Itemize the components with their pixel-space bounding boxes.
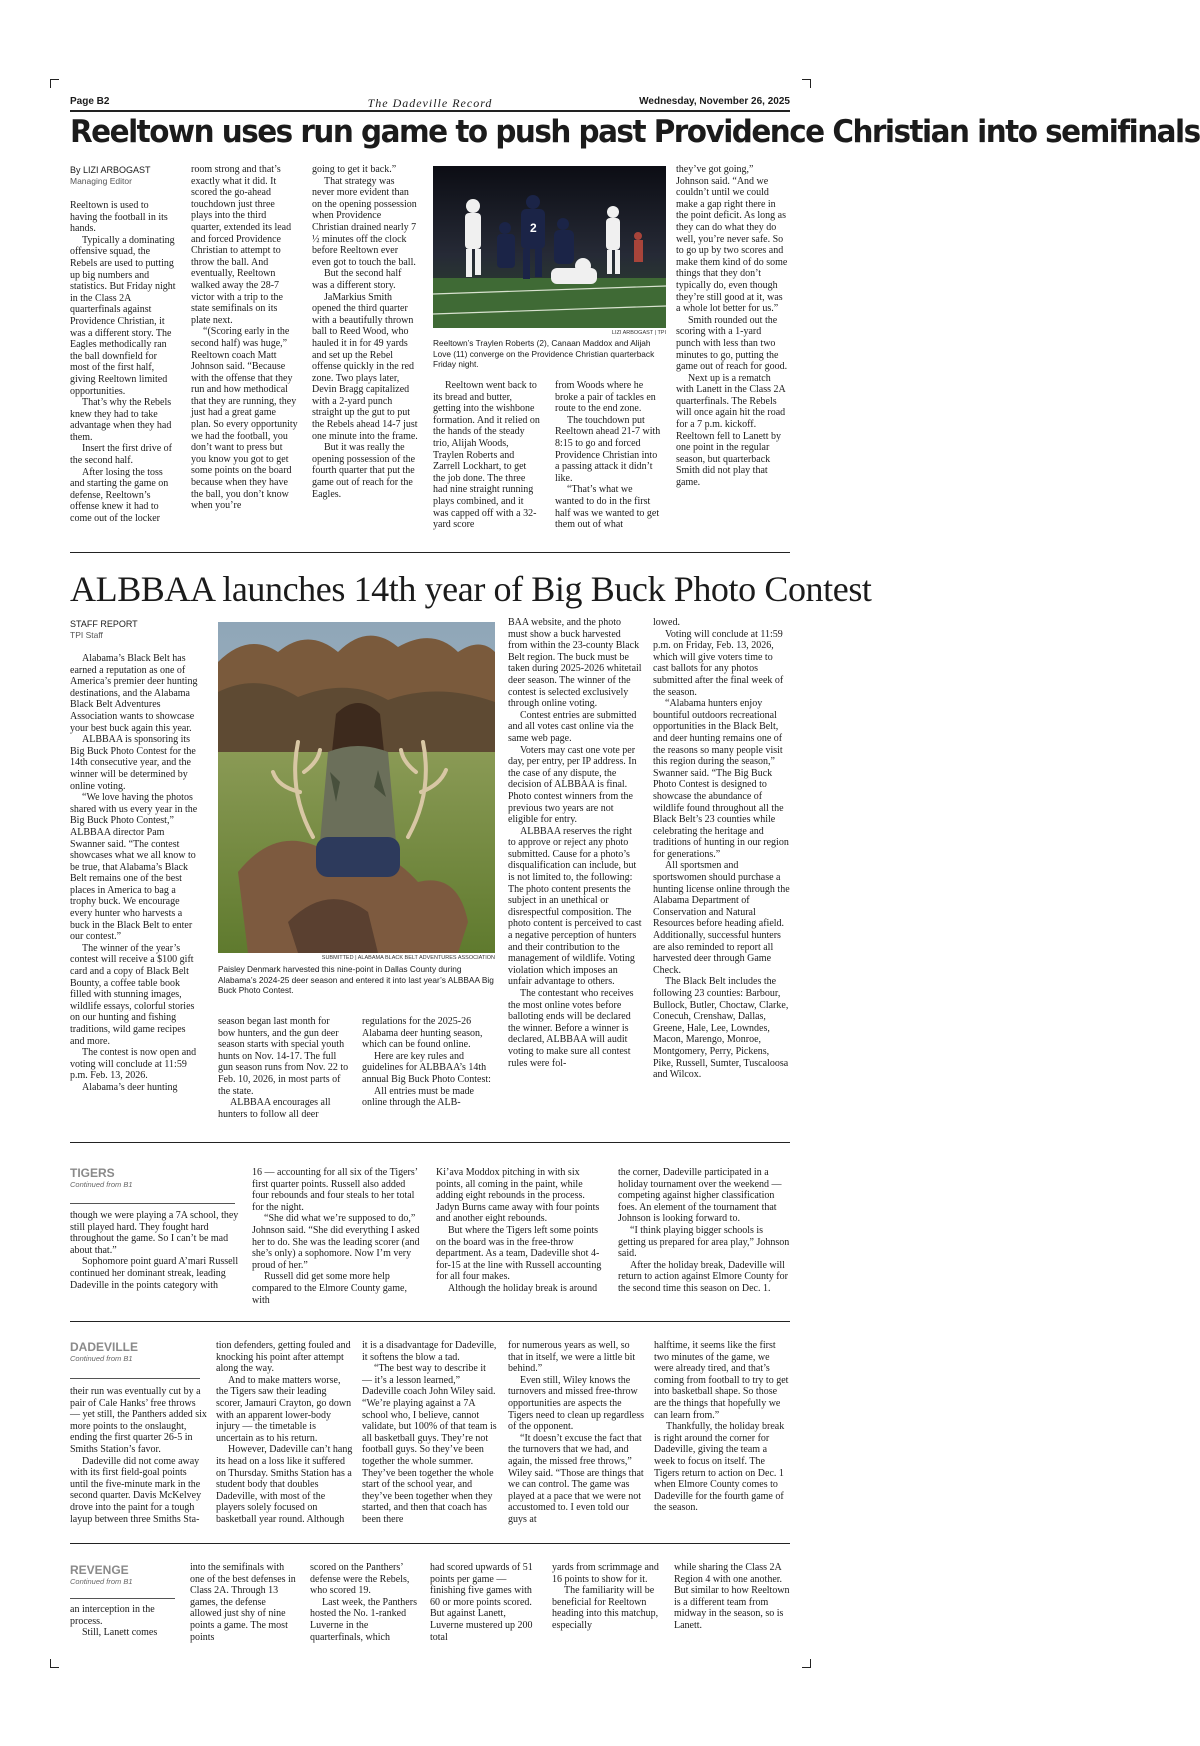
revenge-column-1 [70,1604,178,1650]
tigers-paragraph: Sophomore point guard A’mari Russell continued her dominant streak, leading Dadeville in the points category with [70,1256,239,1291]
crop-mark-bottom-right [802,1659,811,1668]
tigers-paragraph: Russell did get some more help compared to the Elmore County game, with [252,1271,407,1306]
story2-paragraph: The Black Belt includes the following 23 counties: Barbour, Bullock, Butler, Choctaw, Clarke, Conecuh, Crenshaw, Dallas, Greene, Hale, Lee, Lowndes, Macon, Marengo, Monroe, Montgomery, Perry, Pickens, Pike, Russell, Sumter, Tuscaloosa and Wilcox. [653,976,789,1081]
story-divider-2 [70,1142,790,1143]
story1-paragraph: That strategy was never more evident than on the opening possession when Providence Christian drained nearly 7 ½ minutes off the clock before Reeltown ever even got to touch the ball. [312,175,417,268]
dadeville-paragraph: their run was eventually cut by a pair of Cale Hanks’ free throws — yet still, the Panthers added six more points to the onslaught, ending the first quarter 26-5 in Smiths Station’s favor. [70,1386,207,1455]
tigers-column-3 [436,1167,608,1314]
story1-paragraph: JaMarkius Smith opened the third quarter with a beautifully thrown ball to Reed Wood, who hauled it in for 49 yards and set up the Rebel offense quickly in the red zone. Two plays later, Devin Bragg capitalized with a 2-yard punch straight up the gut to put the Rebels ahead 14-7 just one minute into the frame. [312,291,418,442]
story2-paragraph: ALBBAA is sponsoring its Big Buck Photo Contest for the 14th consecutive year, and the winner will be determined by online voting. [70,734,196,792]
tigers-paragraph: the corner, Dadeville participated in a holiday tournament over the weekend — competing against higher classification foes. An element of the tournament that Johnson is looking forward to. [618,1167,782,1225]
crop-mark-top-left [50,79,59,88]
tigers-column-1 [70,1210,240,1314]
dadeville-jump-header [70,1340,200,1364]
story2-photo-credit: SUBMITTED | ALABAMA BLACK BELT ADVENTURES ASSOCIATION [321,955,495,961]
story1-photo [433,166,666,328]
story1-photo-caption: Reeltown’s Traylen Roberts (2), Canaan Maddox and Alijah Love (11) converge on the Providence Christian quarterback Friday night. [433,338,655,370]
story1-paragraph: going to get it back.” [312,164,397,175]
revenge-paragraph: Still, Lanett comes [82,1627,158,1639]
story2-paragraph: season began last month for bow hunters, and the gun deer season starts with special youth hunts on Nov. 14-17. The full gun season runs from Nov. 22 to Feb. 10, 2026, in most parts of the state. [218,1016,349,1097]
story2-paragraph: Alabama’s deer hunting [82,1081,178,1093]
story1-column-6 [676,164,788,536]
story1-paragraph: “(Scoring early in the second half) was huge,” Reeltown coach Matt Johnson said. “Because with the offense that they run and how methodical that they are running, they just had a great game plan. So every opportunity we had the football, you don’t want to press but you know you got to get some points on the board because when they have the ball, you don’t know when you’re [191,326,298,512]
tigers-jump-header [70,1166,210,1190]
story-divider-1 [70,552,790,553]
story2-column-3 [362,1016,495,1120]
tigers-paragraph: Ki’ava Moddox pitching in with six points, all coming in the paint, while adding eight rebounds in the process. Jadyn Burns came away with four points and another eight rebounds. [436,1167,600,1225]
tigers-column-2 [252,1167,424,1314]
dadeville-paragraph: for numerous years as well, so that in itself, we were a little bit behind.” [508,1340,636,1375]
story2-headline: ALBBAA launches 14th year of Big Buck Photo Contest [70,569,872,609]
story2-paragraph: The winner of the year’s contest will receive a $100 gift card and a copy of Black Belt Bounty, a coffee table book filled with stunning images, wildlife essays, colorful stories on our hunting and fishing traditions, wild game recipes and more. [70,942,195,1047]
dadeville-continued-note: Continued from B1 [70,1354,133,1363]
story2-paragraph: ALBBAA encourages all hunters to follow all deer [218,1097,331,1120]
story2-paragraph: BAA website, and the photo must show a buck harvested from within the 23-county Black Belt region. The buck must be taken during 2025-2026 whitetail deer season. The winner of the contest is selected exclusively through online voting. [508,617,642,710]
football-photo-image [433,166,666,328]
page-label: Page B2 [70,96,110,107]
revenge-column-5 [552,1562,660,1650]
story1-paragraph: But it was really the opening possession of the fourth quarter that put the game out of reach for the Eagles. [312,442,416,500]
revenge-paragraph: while sharing the Class 2A Region 4 with one another. But similar to how Reeltown is a different team from midway in the season, so is Lanett. [674,1562,790,1631]
dadeville-column-1 [70,1386,207,1536]
story2-paragraph: lowed. [653,617,680,628]
story2-photo-caption: Paisley Denmark harvested this nine-point in Dallas County during Alabama’s 2024-25 deer season and entered it into last year’s ALBBAA Big Buck Photo Contest. [218,964,494,996]
revenge-jump-header [70,1563,170,1587]
dadeville-paragraph: it is a disadvantage for Dadeville, it softens the blow a tad. [362,1340,497,1363]
revenge-paragraph: an interception in the process. [70,1604,155,1627]
story1-column-1 [70,200,177,536]
revenge-label: REVENGE [70,1563,129,1577]
story2-paragraph: The contestant who receives the most online votes before balloting ends will be declared the winner. Before a winner is declared, ALBBAA will audit voting to make sure all contest rules were fol- [508,988,634,1069]
story2-byline-block [70,618,180,641]
revenge-paragraph: had scored upwards of 51 points per game — finishing five games with 60 or more points scored. But against Lanett, Luverne mustered up 200 total [430,1562,533,1643]
story2-paragraph: Voting will conclude at 11:59 p.m. on Friday, Feb. 13, 2026, which will give voters time to cast ballots for any photos submitted after the final week of the season. [653,628,784,698]
story2-paragraph: “We love having the photos shared with us every year in the Big Buck Photo Contest,” ALBBAA director Pam Swanner said. “The contest showcases what we all know to be true, that Alabama’s Black Belt remains one of the best places in America to bag a trophy buck. We encourage every hunter who harvests a buck in the Black Belt to enter our contest.” [70,792,198,943]
story1-headline: Reeltown uses run game to push past Providence Christian into semifinals [70,114,1200,150]
story1-paragraph: But the second half was a different story. [312,268,402,291]
revenge-paragraph: The familiarity will be beneficial for Reeltown heading into this matchup, especially [552,1585,659,1631]
story1-column-4 [433,380,540,536]
story2-paragraph: Contest entries are submitted and all votes cast online via the same web page. [508,709,637,744]
tigers-paragraph: “I think playing bigger schools is getting us prepared for area play,” Johnson said. [618,1224,790,1260]
revenge-jump-rule [70,1598,175,1599]
dadeville-paragraph: “The best way to describe it — it’s a lesson learned,” Dadeville coach John Wiley said. “We’re playing against a 7A school who, I believe, cannot validate, but 100% of that team is all basketball guys. They’re not football guys. So they’ve been together the whole summer. They’ve been together the whole start of the school year, and they’ve been together when they started, and then that coach has been there [362,1363,497,1525]
story1-paragraph: That’s why the Rebels knew they had to take advantage when they had them. [70,397,172,443]
story1-column-5 [555,380,662,536]
story1-paragraph: Typically a dominating offensive squad, the Rebels are used to putting up big numbers and statistics. But Friday night in the Class 2A quarterfinals against Providence Christian, it was a different story. The Eagles methodically ran the ball downfield for most of the first half, giving Reeltown limited opportunities. [70,234,176,397]
story1-byline-block [70,164,180,187]
story2-paragraph: All sportsmen and sportswomen should purchase a hunting license online through the Alabama Department of Conservation and Natural Resources before heading afield. Additionally, successful hunters are also reminded to report all harvested deer through Game Check. [653,860,790,976]
revenge-column-4 [430,1562,538,1650]
story2-paragraph: All entries must be made online through the ALB- [362,1085,474,1109]
paper-name: The Dadeville Record [367,96,493,110]
story2-paragraph: regulations for the 2025-26 Alabama deer hunting season, which can be found online. [362,1016,483,1051]
dadeville-column-4 [508,1340,644,1536]
tigers-label: TIGERS [70,1166,115,1180]
deer-photo-image [218,622,495,953]
story1-paragraph: After losing the toss and starting the game on defense, Reeltown’s offense knew it had to come out of the locker [70,466,169,525]
story1-byline-title: Managing Editor [70,176,132,186]
dadeville-paragraph: And to make matters worse, the Tigers saw their leading scorer, Jamauri Crayton, go down with an apparent lower-body injury — the timetable is uncertain as to his return. [216,1374,352,1444]
story2-photo [218,622,495,953]
revenge-column-3 [310,1562,418,1650]
tigers-paragraph: Although the holiday break is around [448,1282,598,1294]
dadeville-column-2 [216,1340,353,1536]
story1-paragraph: from Woods where he broke a pair of tackles en route to the end zone. [555,380,656,415]
story-divider-4 [70,1543,790,1544]
story2-column-2 [218,1016,349,1120]
dadeville-paragraph: However, Dadeville can’t hang its head on a loss like it suffered on Thursday. Smiths Station has a student body that doubles Dadeville, with most of the players solely focused on basketball year round. Although [216,1444,353,1525]
revenge-column-2 [190,1562,298,1650]
tigers-paragraph: But where the Tigers left some points on the board was in the free-throw department. As a team, Dadeville shot 4-for-15 at the line with Russell accounting for all four makes. [436,1224,602,1283]
dadeville-label: DADEVILLE [70,1340,139,1354]
crop-mark-bottom-left [50,1659,59,1668]
dadeville-paragraph: “It doesn’t excuse the fact that the turnovers that we had, and again, the missed free throws,” Wiley said. “Those are things that we can control. The game was played at a pace that we were not accustomed to. I even told our guys at [508,1432,644,1525]
story2-paragraph: The contest is now open and voting will conclude at 11:59 p.m. Feb. 13, 2026. [70,1047,197,1082]
dadeville-paragraph: halftime, it seems like the first two minutes of the game, we were already tired, and that’s coming from football to try to get into basketball shape. So those are the things that hopefully we can learn from.” [654,1340,789,1421]
tigers-paragraph: “She did what we’re supposed to do,” Johnson said. “She did everything I asked her to do. She was the leading scorer (and she’s only) a sophomore. Now I’m very proud of her.” [252,1213,420,1271]
story1-byline: By LIZI ARBOGAST [70,165,151,175]
story1-paragraph: Reeltown is used to having the football in its hands. [70,200,168,235]
story2-column-4 [508,617,642,1120]
story1-column-2 [191,164,298,536]
story1-paragraph: Insert the first drive of the second half. [70,443,172,467]
dadeville-jump-rule [70,1378,200,1379]
revenge-paragraph: yards from scrimmage and 16 points to show for it. [552,1562,659,1585]
story1-photo-credit: LIZI ARBOGAST | TPI [611,330,666,336]
tigers-continued-note: Continued from B1 [70,1180,133,1189]
revenge-paragraph: scored on the Panthers’ defense were the Rebels, who scored 19. [310,1562,410,1597]
revenge-continued-note: Continued from B1 [70,1577,133,1586]
dadeville-paragraph: tion defenders, getting fouled and knocking his point after attempt along the way. [216,1340,351,1375]
story2-paragraph: Alabama’s Black Belt has earned a reputation as one of America’s premier deer hunting destinations, and the Alabama Black Belt Adventures Association wants to showcase your best buck again this year. [70,653,198,734]
svg-text:2: 2 [530,221,537,235]
story1-paragraph: Next up is a rematch with Lanett in the Class 2A quarterfinals. The Rebels will once again hit the road for a 7 p.m. kickoff. Reeltown fell to Lanett by one point in the regular season, but quarterback Smith did not play that game. [676,372,786,489]
story1-column-3 [312,164,419,536]
tigers-paragraph: After the holiday break, Dadeville will return to action against Elmore County for the second time this season on Dec. 1. [618,1259,788,1294]
story2-paragraph: ALBBAA reserves the right to approve or reject any photo submitted. Cause for a photo’s disqualification can include, but is not limited to, the following: The photo content presents the subject in an unethical or disrespectful composition. The photo content is perceived to cast a negative perception of hunters and their contribution to the management of wildlife. Voting violation which imposes an unfair advantage to others. [508,825,642,988]
story1-paragraph: The touchdown put Reeltown ahead 21-7 with 8:15 to go and forced Providence Christian into a passing attack it didn’t like. [555,414,661,484]
story1-paragraph: room strong and that’s exactly what it did. It scored the go-ahead touchdown just three plays into the third quarter, extended its lead and forced Providence Christian to attempt to throw the ball. And eventually, Reeltown walked away the 28-7 victor with a trip to the state semifinals on its plate next. [191,164,292,326]
revenge-paragraph: Last week, the Panthers hosted the No. 1-ranked Luverne in the quarterfinals, which [310,1596,417,1643]
revenge-column-6 [674,1562,790,1650]
story2-byline-title: TPI Staff [70,630,103,640]
story1-paragraph: Smith rounded out the scoring with a 1-yard punch with less than two minutes to go, putting the game out of reach for good. [676,314,788,373]
dadeville-paragraph: Even still, Wiley knows the turnovers and missed free-throw opportunities are aspects the Tigers need to clean up regardless of the opponent. [508,1374,644,1433]
tigers-paragraph: 16 — accounting for all six of the Tigers’ first quarter points. Russell also added four rebounds and four steals to her total for the night. [252,1167,418,1213]
story2-column-5 [653,617,790,1120]
tigers-column-4 [618,1167,790,1314]
masthead-rule [70,110,790,112]
tigers-paragraph: though we were playing a 7A school, they still played hard. They fought hard throughout the game. So I can’t be mad about that.” [70,1210,239,1256]
tigers-jump-rule [70,1203,235,1204]
story-divider-3 [70,1321,790,1322]
crop-mark-top-right [802,79,811,88]
story2-column-1 [70,653,200,1120]
issue-date: Wednesday, November 26, 2025 [639,96,790,107]
revenge-paragraph: into the semifinals with one of the best defenses in Class 2A. Through 13 games, the defense allowed just shy of nine points a game. The most points [190,1562,296,1643]
dadeville-column-3 [362,1340,498,1536]
story1-paragraph: Reeltown went back to its bread and butter, getting into the wishbone formation. And it relied on the hands of the steady trio, Alijah Woods, Traylen Roberts and Zarrell Lockhart, to get the job done. The three had nine straight running plays combined, and it was capped off with a 32-yard score [433,380,540,531]
dadeville-paragraph: Dadeville did not come away with its first field-goal points until the five-minute mark in the second quarter. Davis McKelvey drove into the paint for a tough layup between three Smiths Sta- [70,1455,202,1525]
story2-paragraph: “Alabama hunters enjoy bountiful outdoors recreational opportunities in the Black Belt, and deer hunting remains one of the reasons so many people visit this region during the season,” Swanner said. “The Big Buck Photo Contest is designed to showcase the abundance of wildlife found throughout all the Black Belt’s 23 counties while celebrating the heritage and traditions of hunting in our region for generations.” [653,698,789,860]
story2-paragraph: Here are key rules and guidelines for ALBBAA’s 14th annual Big Buck Photo Contest: [362,1050,491,1085]
story1-paragraph: they’ve got going,” Johnson said. “And we couldn’t until we could make a gap right there in the point deficit. As long as they can do what they do well, you’re never safe. So to go up by two scores and make them kind of do some things that they don’t typically do, even though they’re still good at it, was a whole lot better for us.” [676,164,788,315]
dadeville-column-5 [654,1340,790,1536]
dadeville-paragraph: Thankfully, the holiday break is right around the corner for Dadeville, giving the team a week to focus on itself. The Tigers return to action on Dec. 1 when Elmore County comes to Dadeville for the fourth game of the season. [654,1421,785,1514]
story2-byline: STAFF REPORT [70,619,138,629]
story2-paragraph: Voters may cast one vote per day, per entry, per IP address. In the case of any dispute, the decision of ALBBAA is final. Photo contest winners from the previous two years are not eligible for entry. [508,744,637,826]
story1-paragraph: “That’s what we wanted to do in the first half was we wanted to get them out of what [555,484,660,531]
